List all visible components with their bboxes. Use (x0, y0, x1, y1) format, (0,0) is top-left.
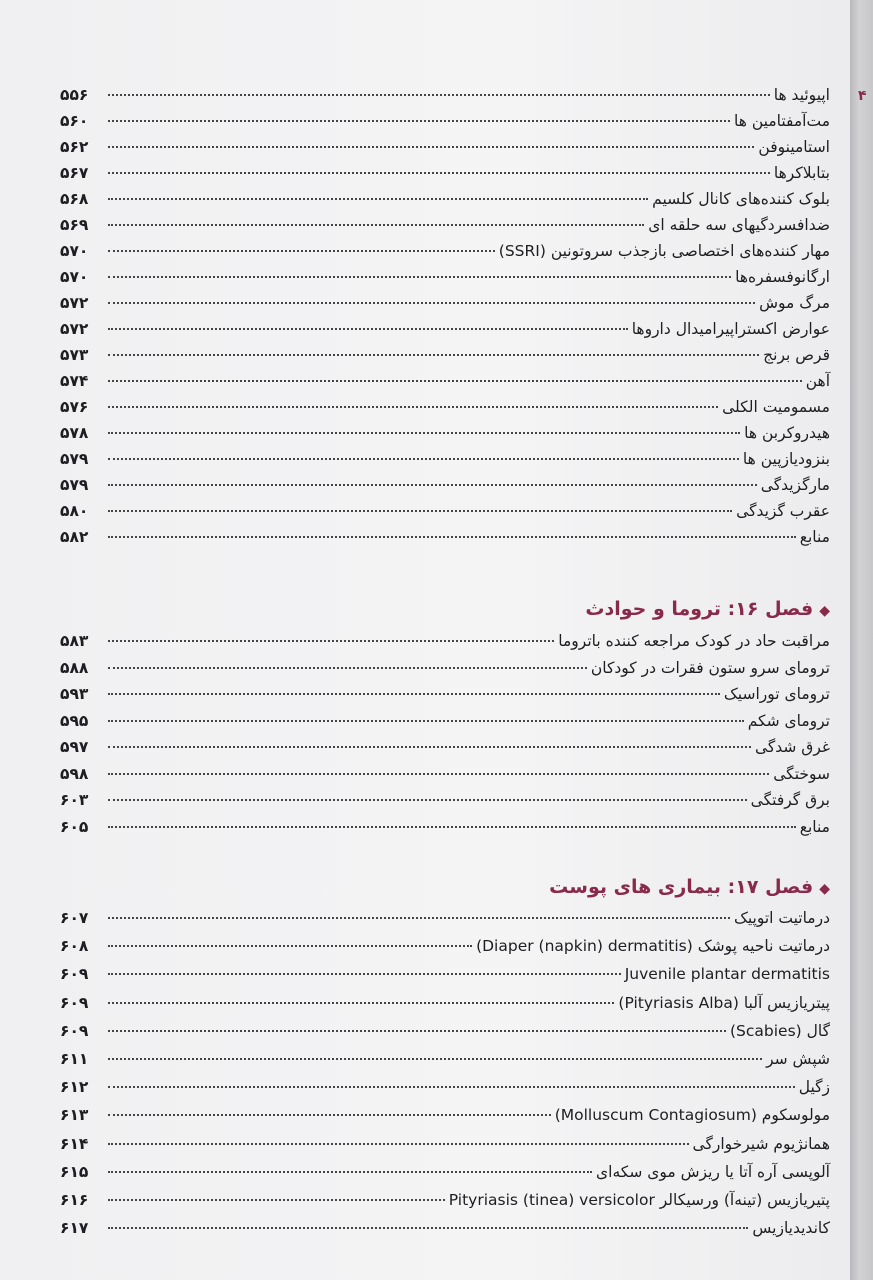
toc-entry-title: کاندیدیازیس (752, 1219, 830, 1238)
dot-leader (108, 746, 751, 748)
toc-entry-page: ۵۷۲ (60, 320, 89, 338)
toc-entry (60, 212, 830, 238)
chapter-17-heading (60, 872, 830, 902)
toc-entry (60, 368, 830, 394)
dot-leader (108, 1058, 762, 1060)
toc-entry-title: غرق شدگی (754, 738, 830, 756)
toc-entry-title: منابع (799, 817, 830, 836)
toc-entry-page: ۵۸۳ (60, 632, 89, 650)
toc-entry-title: مراقبت حاد در کودک مراجعه کننده باتروما (558, 632, 830, 650)
toc-entry-title: آلوپسی آره آتا یا ریزش موی سکه‌ای (596, 1162, 830, 1181)
dot-leader (108, 826, 796, 828)
toc-entry (60, 1101, 830, 1129)
dot-leader (108, 354, 759, 356)
toc-entry-page: ۵۷۹ (60, 476, 89, 494)
toc-entry-title: بلوک کننده‌های کانال کلسیم (652, 190, 830, 208)
toc-entry-page: ۵۷۴ (60, 372, 89, 390)
toc-entry (60, 342, 830, 368)
toc-list-chapter-17 (60, 904, 830, 1242)
toc-entry (60, 498, 830, 524)
toc-entry (60, 238, 830, 264)
toc-entry (60, 1073, 830, 1101)
toc-entry-page: ۵۷۲ (60, 294, 89, 312)
toc-entry-page: ۵۷۳ (60, 346, 89, 364)
toc-entry-page: ۵۹۷ (60, 738, 89, 756)
dot-leader (108, 720, 744, 722)
toc-entry-title: گال (Scabies) (729, 1021, 830, 1040)
toc-entry (60, 446, 830, 472)
toc-entry (60, 264, 830, 290)
toc-entry-title: ارگانوفسفره‌ها (735, 268, 830, 286)
toc-entry-page: ۵۵۶ (60, 86, 89, 104)
toc-entry (60, 1045, 830, 1073)
toc-entry-title: برق گرفتگی (750, 791, 830, 809)
dot-leader (108, 1227, 748, 1229)
toc-entry-page: ۵۹۸ (60, 764, 89, 783)
dot-leader (108, 276, 731, 278)
dot-leader (108, 328, 628, 330)
toc-entry-title: پیتریازیس آلبا (Pityriasis Alba) (618, 993, 830, 1012)
toc-entry-page: ۶۰۹ (60, 965, 89, 984)
dot-leader (108, 120, 730, 122)
dot-leader (108, 799, 747, 801)
dot-leader (108, 510, 732, 512)
toc-entry-title: مسمومیت الکلی (722, 398, 830, 416)
toc-entry-page: ۶۱۲ (60, 1078, 89, 1097)
toc-entry-page: ۶۱۵ (60, 1162, 89, 1181)
toc-entry-page: ۵۷۰ (60, 268, 89, 286)
toc-entry-title: شپش سر (766, 1049, 830, 1068)
toc-entry-title: درماتیت ناحیه پوشک (Diaper (napkin) dermatitis) (476, 937, 830, 956)
toc-list-section-a (60, 82, 830, 550)
toc-entry (60, 787, 830, 814)
toc-entry (60, 82, 830, 108)
toc-entry-page: ۶۰۹ (60, 993, 89, 1012)
toc-entry (60, 904, 830, 932)
toc-entry (60, 160, 830, 186)
toc-entry-page: ۶۰۷ (60, 909, 89, 927)
toc-entry (60, 681, 830, 708)
toc-entry-page: ۶۰۳ (60, 791, 89, 809)
toc-entry (60, 108, 830, 134)
toc-entry-title: مولوسکوم (Molluscum Contagiosum) (554, 1106, 830, 1125)
toc-entry-title: پتیریازیس (تینه‌آ) ورسیکالر Pityriasis (tinea) versicolor (448, 1190, 830, 1209)
dot-leader (108, 458, 739, 460)
toc-entry-title: سوختگی (773, 764, 830, 783)
dot-leader (108, 146, 754, 148)
toc-entry-page: ۵۹۵ (60, 711, 89, 730)
dot-leader (108, 1143, 689, 1145)
dot-leader (108, 484, 757, 486)
toc-entry-page: ۵۶۰ (60, 112, 89, 130)
toc-entry-title: ضدافسردگیهای سه حلقه ای (648, 216, 830, 234)
diamond-bullet-icon: ◆ (819, 881, 830, 897)
toc-entry-title: هیدروکربن ها (744, 424, 830, 442)
toc-entry-title: مهار کننده‌های اختصاصی بازجذب سروتونین (SSRI) (498, 242, 830, 260)
toc-entry-page: ۶۰۵ (60, 817, 89, 836)
toc-entry-page: ۵۹۳ (60, 685, 89, 703)
dot-leader (108, 1002, 614, 1004)
chapter-17-title: فصل ۱۷: بیماری های پوست (549, 876, 814, 898)
dot-leader (108, 198, 648, 200)
dot-leader (108, 380, 802, 382)
dot-leader (108, 1030, 726, 1032)
toc-entry (60, 420, 830, 446)
dot-leader (108, 1171, 592, 1173)
toc-entry-title: بتابلاکرها (773, 164, 830, 182)
toc-entry-title: قرص برنج (763, 346, 830, 364)
toc-entry (60, 394, 830, 420)
toc-entry (60, 960, 830, 988)
toc-entry-page: ۵۷۹ (60, 450, 89, 468)
toc-entry (60, 628, 830, 655)
toc-entry-page: ۵۶۹ (60, 216, 89, 234)
dot-leader (108, 224, 644, 226)
toc-entry-page: ۵۷۶ (60, 398, 89, 416)
toc-entry-title: زگیل (798, 1078, 830, 1097)
toc-entry (60, 290, 830, 316)
toc-entry (60, 1158, 830, 1186)
toc-entry-page: ۶۱۷ (60, 1219, 89, 1238)
toc-entry (60, 734, 830, 761)
toc-entry-title: Juvenile plantar dermatitis (624, 965, 830, 984)
dot-leader (108, 917, 730, 919)
toc-entry (60, 186, 830, 212)
toc-entry-title: بنزودیازپین ها (742, 450, 830, 468)
diamond-bullet-icon: ◆ (819, 603, 830, 619)
toc-entry (60, 761, 830, 788)
toc-entry-page: ۶۰۹ (60, 1021, 89, 1040)
toc-entry-title: عوارض اکستراپیرامیدال داروها (631, 320, 830, 338)
toc-entry-title: منابع (799, 528, 830, 546)
dot-leader (108, 973, 621, 975)
toc-entry-page: ۵۶۸ (60, 190, 89, 208)
dot-leader (108, 773, 769, 775)
chapter-16-title: فصل ۱۶: تروما و حوادث (585, 598, 814, 620)
dot-leader (108, 302, 755, 304)
toc-entry (60, 1214, 830, 1242)
toc-entry-page: ۶۰۸ (60, 937, 89, 956)
toc-entry-title: مرگ موش (759, 294, 830, 312)
toc-entry-title: مت‌آمفتامین ها (734, 112, 830, 130)
toc-entry (60, 524, 830, 550)
toc-entry-title: ترومای توراسیک (723, 685, 830, 703)
toc-entry (60, 1186, 830, 1214)
toc-entry-page: ۶۱۳ (60, 1106, 89, 1125)
toc-entry (60, 316, 830, 342)
dot-leader (108, 1114, 551, 1116)
toc-entry-page: ۶۱۱ (60, 1049, 89, 1068)
toc-list-chapter-16 (60, 628, 830, 840)
edge-marker: ۴ (858, 88, 867, 104)
toc-entry-page: ۵۸۲ (60, 528, 89, 546)
toc-entry-title: درماتیت اتوپیک (733, 909, 830, 927)
toc-entry-page: ۶۱۶ (60, 1190, 89, 1209)
toc-entry-page: ۶۱۴ (60, 1134, 89, 1153)
toc-entry (60, 1017, 830, 1045)
dot-leader (108, 945, 472, 947)
toc-entry (60, 1130, 830, 1158)
dot-leader (108, 1199, 445, 1201)
toc-entry-page: ۵۷۸ (60, 424, 89, 442)
toc-entry (60, 655, 830, 682)
toc-entry-title: آهن (805, 372, 830, 390)
toc-entry-page: ۵۸۸ (60, 658, 89, 677)
dot-leader (108, 406, 718, 408)
toc-entry (60, 708, 830, 735)
toc-entry-page: ۵۸۰ (60, 502, 89, 520)
toc-entry-title: همانژیوم شیرخوارگی (692, 1134, 830, 1153)
toc-entry-page: ۵۷۰ (60, 242, 89, 260)
toc-entry (60, 814, 830, 841)
dot-leader (108, 432, 740, 434)
toc-entry (60, 932, 830, 960)
toc-entry (60, 134, 830, 160)
dot-leader (108, 250, 495, 252)
toc-entry-title: ترومای سرو ستون فقرات در کودکان (590, 658, 830, 677)
chapter-16-heading (60, 594, 830, 624)
dot-leader (108, 536, 796, 538)
dot-leader (108, 693, 720, 695)
toc-entry-title: مارگزیدگی (760, 476, 830, 494)
toc-entry-title: اپیوئید ها (773, 86, 830, 104)
page-edge (850, 0, 873, 1280)
dot-leader (108, 94, 770, 96)
dot-leader (108, 640, 554, 642)
toc-entry (60, 989, 830, 1017)
toc-entry-title: عقرب گزیدگی (736, 502, 830, 520)
dot-leader (108, 667, 587, 669)
toc-entry (60, 472, 830, 498)
toc-entry-page: ۵۶۷ (60, 164, 89, 182)
toc-entry-title: ترومای شکم (747, 711, 830, 730)
dot-leader (108, 172, 770, 174)
dot-leader (108, 1086, 795, 1088)
toc-entry-page: ۵۶۲ (60, 138, 89, 156)
toc-entry-title: استامینوفن (758, 138, 830, 156)
